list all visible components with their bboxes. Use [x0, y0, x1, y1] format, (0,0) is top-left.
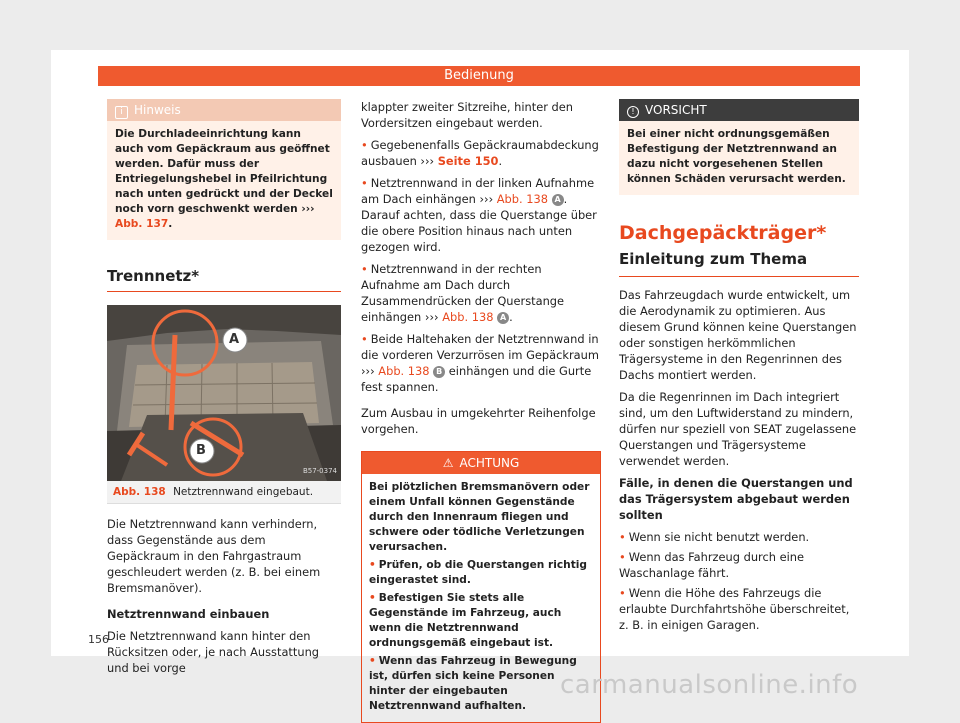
figure-code: B57-0374: [302, 467, 337, 475]
step-2: • Netztrennwand in der linken Aufnahme am Dach einhängen ››› Abb. 138 A . Darauf achten, dass die Querstange über die obere Position hinaus nach unten gezogen wird.: [361, 176, 597, 254]
trunk-illustration: [107, 305, 341, 481]
figure-abb-138: [107, 305, 341, 481]
column-middle: [361, 99, 601, 723]
figure-marker-a: A: [229, 332, 240, 347]
column-left: [107, 99, 341, 682]
hinweis-box: [107, 99, 341, 240]
bullet-icon: •: [361, 176, 368, 190]
bullet-icon: •: [361, 332, 368, 346]
subheading-faelle: Fälle, in denen die Querstangen und das Trägersystem abgebaut werden sollten: [619, 476, 853, 522]
hinweis-text: Die Durchladeeinrichtung kann auch vom Gepäckraum aus geöffnet werden. Dafür muss der Entriegelungshebel in Pfeilrichtung nach unten gedrückt und der Deckel noch vorn geschwenkt werden ››› Abb. 137.: [115, 128, 333, 230]
vorsicht-header: [619, 99, 859, 121]
marker-a-badge: A: [552, 194, 564, 206]
vorsicht-label: VORSICHT: [645, 103, 707, 117]
marker-a-badge: A: [497, 312, 509, 324]
outro-paragraph: Zum Ausbau in umgekehrter Reihenfolge vorgehen.: [361, 406, 596, 436]
bullet-icon: •: [369, 559, 376, 571]
continued-paragraph: klappter zweiter Sitzreihe, hinter den Vordersitzen eingebaut werden.: [361, 100, 573, 130]
bullet-icon: •: [619, 530, 626, 544]
hinweis-arrow: ›››: [301, 203, 315, 215]
paragraph-2: Da die Regenrinnen im Dach integriert sind, um den Luftwiderstand zu mindern, dürfen nur speziell von SEAT zugelassene Querstangen und Trägersysteme verwendet werden.: [619, 390, 857, 468]
bullet-icon: •: [369, 655, 376, 667]
einbauen-paragraph: Die Netztrennwand kann hinter den Rücksitzen oder, je nach Ausstattung und bei vorge: [107, 629, 320, 675]
warning-triangle-icon: ⚠: [442, 456, 454, 470]
column-right: [619, 99, 859, 633]
figure-caption-text: Netztrennwand eingebaut.: [173, 486, 314, 498]
achtung-item: • Wenn das Fahrzeug in Bewegung ist, dürfen sich keine Personen hinter der eingebauten Netztrennwand aufhalten.: [369, 655, 577, 712]
subtitle-block: [619, 251, 859, 277]
bullet-icon: •: [361, 262, 368, 276]
list-item: • Wenn das Fahrzeug durch eine Waschanlage fährt.: [619, 550, 804, 580]
marker-b-badge: B: [433, 366, 445, 378]
link-seite-150[interactable]: Seite 150: [437, 154, 499, 168]
page-number: 156: [88, 633, 109, 646]
step-4: • Beide Haltehaken der Netztrennwand in die vorderen Verzurrösen im Gepäckraum ››› Abb. 138 B einhängen und die Gurte fest spannen.: [361, 332, 599, 394]
achtung-label: ACHTUNG: [459, 456, 520, 470]
achtung-item: • Befestigen Sie stets alle Gegenstände im Fahrzeug, auch wenn die Netztrennwand ordnungsgemäß eingebaut ist.: [369, 592, 562, 649]
achtung-header: [362, 452, 600, 474]
figure-caption: [107, 481, 341, 504]
list-item: • Wenn sie nicht benutzt werden.: [619, 530, 810, 544]
hinweis-label: Hinweis: [134, 103, 181, 117]
bullet-icon: •: [361, 138, 368, 152]
vorsicht-text: Bei einer nicht ordnungsgemäßen Befestigung der Netztrennwand an dazu nicht vorgesehenen Stellen können Schäden verursacht werden.: [627, 128, 846, 185]
watermark: carmanualsonline.info: [560, 670, 859, 700]
section-title: Trennnetz*: [107, 267, 200, 285]
info-icon: i: [115, 106, 128, 119]
paragraph-1: Das Fahrzeugdach wurde entwickelt, um die Aerodynamik zu optimieren. Aus diesem Grund können keine Querstangen oder sonstigen herkömmlichen Trägersysteme in den Regenrinnen des Dachs montiert werden.: [619, 288, 857, 382]
bullet-icon: •: [619, 586, 626, 600]
achtung-item: • Prüfen, ob die Querstangen richtig eingerastet sind.: [369, 559, 587, 586]
subtitle: Einleitung zum Thema: [619, 250, 808, 268]
link-abb-138[interactable]: Abb. 138: [378, 364, 430, 378]
link-abb-138[interactable]: Abb. 138: [442, 310, 494, 324]
section-trennnetz-heading: [107, 268, 341, 292]
link-abb-138[interactable]: Abb. 138: [496, 192, 548, 206]
achtung-intro: Bei plötzlichen Bremsmanövern oder einem Unfall können Gegenstände durch den Innenraum fliegen und schwere oder tödliche Verletzungen verursachen.: [369, 481, 590, 553]
bullet-icon: •: [619, 550, 626, 564]
section-title-dachgepaecktraeger: Dachgepäckträger*: [619, 222, 827, 244]
bullet-icon: •: [369, 592, 376, 604]
step-1: • Gegebenenfalls Gepäckraumabdeckung ausbauen ››› Seite 150.: [361, 138, 599, 168]
hinweis-link[interactable]: Abb. 137: [115, 218, 169, 230]
caution-circle-icon: !: [627, 106, 639, 118]
list-item: • Wenn die Höhe des Fahrzeugs die erlaubte Durchfahrtshöhe überschreitet, z. B. in einigen Garagen.: [619, 586, 850, 632]
figure-label: Abb. 138: [113, 486, 166, 498]
intro-paragraph: Die Netztrennwand kann verhindern, dass Gegenstände aus dem Gepäckraum in den Fahrgastraum geschleudert werden (z. B. bei einem Bremsmanöver).: [107, 517, 321, 595]
vorsicht-box: [619, 99, 859, 195]
step-3: • Netztrennwand in der rechten Aufnahme am Dach durch Zusammendrücken der Querstange einhängen ››› Abb. 138 A .: [361, 262, 565, 324]
section-header: Bedienung: [98, 66, 860, 86]
subheading-einbauen: Netztrennwand einbauen: [107, 607, 270, 621]
figure-marker-b: B: [196, 443, 206, 458]
hinweis-header: [107, 99, 341, 121]
